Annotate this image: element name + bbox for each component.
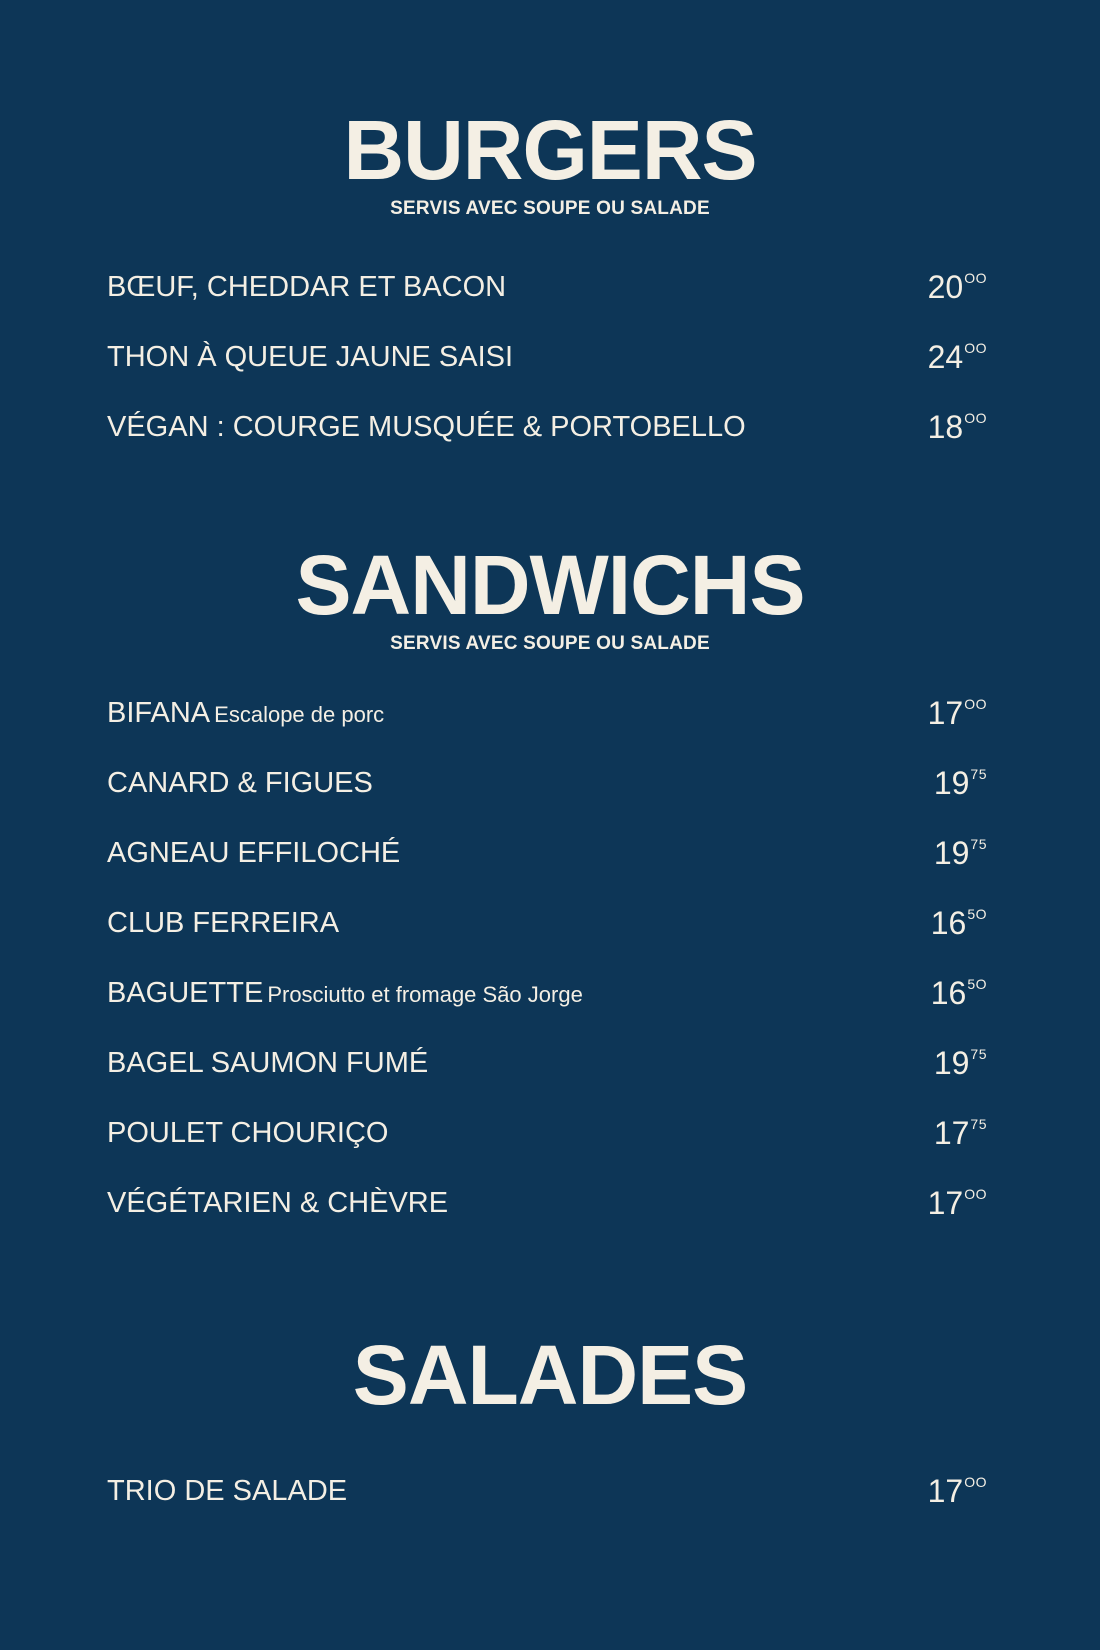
menu-item-name xyxy=(107,267,506,307)
menu-item-trio-salade xyxy=(107,1471,987,1511)
menu-item-name xyxy=(107,1183,448,1223)
price-cents: OO xyxy=(964,1186,987,1202)
item-name-text: VÉGAN : COURGE MUSQUÉE & PORTOBELLO xyxy=(107,411,746,443)
menu-item-canard-figues xyxy=(107,763,987,803)
item-name-text: AGNEAU EFFILOCHÉ xyxy=(107,837,401,869)
price-main: 16 xyxy=(930,905,967,941)
menu-item-price xyxy=(931,903,987,943)
price-cents: 75 xyxy=(970,766,987,782)
price-cents: 5O xyxy=(967,906,987,922)
price-main: 20 xyxy=(927,269,964,305)
menu-item-bagel-saumon xyxy=(107,1043,987,1083)
price-main: 17 xyxy=(927,1185,964,1221)
menu-item-baguette xyxy=(107,973,987,1013)
menu-item-thon-queue-jaune xyxy=(107,337,987,377)
price-cents: OO xyxy=(964,1474,987,1490)
price-main: 19 xyxy=(933,1045,970,1081)
section-title: SANDWICHS xyxy=(295,538,805,632)
item-name-text: BAGUETTE xyxy=(107,977,264,1009)
price-cents: 5O xyxy=(967,976,987,992)
price-main: 19 xyxy=(933,765,970,801)
price-main: 19 xyxy=(933,835,970,871)
menu-item-price xyxy=(928,407,987,447)
section-sandwichs xyxy=(0,538,1100,655)
menu-item-name xyxy=(107,407,746,447)
item-name-text: TRIO DE SALADE xyxy=(107,1475,348,1507)
menu-item-name xyxy=(107,1471,347,1511)
menu-item-bifana xyxy=(107,693,987,733)
price-cents: 75 xyxy=(970,1046,987,1062)
item-name-text: BŒUF, CHEDDAR ET BACON xyxy=(107,271,507,303)
section-burgers xyxy=(0,103,1100,220)
price-cents: 75 xyxy=(970,836,987,852)
menu-item-agneau-effiloche xyxy=(107,833,987,873)
price-main: 24 xyxy=(927,339,964,375)
menu-item-price xyxy=(928,267,987,307)
menu-item-poulet-chourico xyxy=(107,1113,987,1153)
menu-item-price xyxy=(934,1113,987,1153)
menu-item-club-ferreira xyxy=(107,903,987,943)
menu-item-price xyxy=(928,1183,987,1223)
menu-item-price xyxy=(928,693,987,733)
menu-item-name xyxy=(107,1113,388,1153)
menu-item-price xyxy=(931,973,987,1013)
item-name-text: CANARD & FIGUES xyxy=(107,767,373,799)
item-description: Escalope de porc xyxy=(214,702,385,727)
price-cents: OO xyxy=(964,270,987,286)
price-cents: 75 xyxy=(970,1116,987,1132)
menu-item-name xyxy=(107,763,373,803)
price-main: 17 xyxy=(927,1473,964,1509)
item-name-text: THON À QUEUE JAUNE SAISI xyxy=(107,341,514,373)
section-salades xyxy=(0,1328,1100,1422)
menu-item-vegetarien-chevre xyxy=(107,1183,987,1223)
menu-item-name xyxy=(107,337,513,377)
price-cents: OO xyxy=(964,410,987,426)
price-main: 18 xyxy=(927,409,964,445)
menu-item-price xyxy=(928,337,987,377)
menu-item-name xyxy=(107,973,583,1015)
section-title: BURGERS xyxy=(343,103,757,197)
menu-item-price xyxy=(934,763,987,803)
item-name-text: VÉGÉTARIEN & CHÈVRE xyxy=(107,1187,449,1219)
menu-item-price xyxy=(928,1471,987,1511)
item-name-text: CLUB FERREIRA xyxy=(107,907,340,939)
menu-item-vegan-courge xyxy=(107,407,987,447)
menu-item-name xyxy=(107,1043,428,1083)
menu-item-price xyxy=(934,1043,987,1083)
menu-item-name xyxy=(107,903,339,943)
section-subtitle: SERVIS AVEC SOUPE OU SALADE xyxy=(390,198,710,219)
menu-item-name xyxy=(107,693,384,735)
menu-item-name xyxy=(107,833,400,873)
menu-item-price xyxy=(934,833,987,873)
price-main: 17 xyxy=(927,695,964,731)
price-cents: OO xyxy=(964,340,987,356)
item-description: Prosciutto et fromage São Jorge xyxy=(267,982,583,1007)
item-name-text: BAGEL SAUMON FUMÉ xyxy=(107,1047,429,1079)
section-title: SALADES xyxy=(352,1328,748,1422)
price-cents: OO xyxy=(964,696,987,712)
price-main: 16 xyxy=(930,975,967,1011)
price-main: 17 xyxy=(933,1115,970,1151)
item-name-text: BIFANA xyxy=(107,697,211,729)
menu-item-boeuf-cheddar-bacon xyxy=(107,267,987,307)
item-name-text: POULET CHOURIÇO xyxy=(107,1117,389,1149)
section-subtitle: SERVIS AVEC SOUPE OU SALADE xyxy=(390,633,710,654)
